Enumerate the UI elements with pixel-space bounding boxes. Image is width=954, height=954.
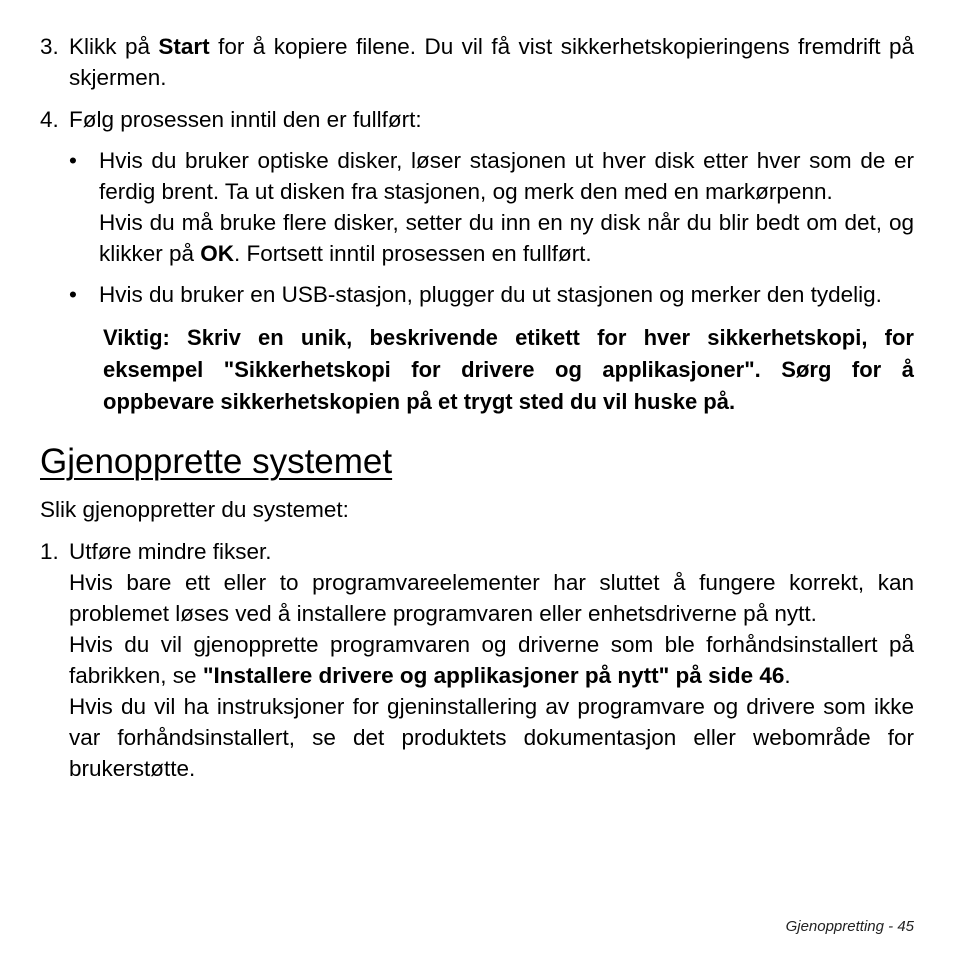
step-text: Følg prosessen inntil den er fullført: bbox=[69, 107, 422, 132]
bullet-icon: • bbox=[69, 282, 77, 307]
intro-text: Slik gjenoppretter du systemet: bbox=[40, 497, 349, 522]
step-text-pre: Klikk på bbox=[69, 34, 159, 59]
cross-reference-link[interactable]: "Installere drivere og applikasjoner på nytt" på side 46 bbox=[202, 663, 785, 688]
step-title: Utføre mindre fikser. bbox=[69, 539, 272, 564]
start-label: Start bbox=[158, 34, 210, 59]
section-heading: Gjenopprette systemet bbox=[40, 442, 393, 481]
bullet-paragraph: Hvis du bruker en USB-stasjon, plugger du ut stasjonen og merker den tydelig. bbox=[99, 282, 882, 307]
step-text-pre: Hvis du vil gjenopprette programvaren og driverne som ble forhåndsinstallert på fabrikken, se bbox=[69, 632, 914, 688]
footer-page-number: 45 bbox=[897, 918, 914, 935]
bullet-text-post: . Fortsett inntil prosessen en fullført. bbox=[234, 241, 592, 266]
step-number: 4. bbox=[40, 107, 59, 132]
bullet-paragraph: Hvis du bruker optiske disker, løser stasjonen ut hver disk etter hver som de er ferdig brent. Ta ut disken fra stasjonen, og merk den med en markørpenn. bbox=[99, 148, 914, 204]
page-footer bbox=[786, 917, 914, 937]
bullet-usb-drive bbox=[40, 279, 914, 310]
ok-label: OK bbox=[200, 241, 235, 266]
bullet-paragraph bbox=[99, 207, 914, 269]
step-text-post: . bbox=[784, 663, 791, 688]
step-number: 1. bbox=[40, 539, 59, 564]
important-note: Viktig: Skriv en unik, beskrivende etikett for hver sikkerhetskopi, for eksempel "Sikkerhetskopi for drivere og applikasjoner". Sørg for å oppbevare sikkerhetskopien på et trygt sted du vil huske på. bbox=[103, 325, 914, 414]
step-1 bbox=[40, 536, 914, 784]
footer-section: Gjenoppretting - bbox=[785, 918, 894, 935]
step-number: 3. bbox=[40, 34, 59, 59]
bullet-optical-disks bbox=[40, 145, 914, 269]
step-paragraph: Hvis bare ett eller to programvareelementer har sluttet å fungere korrekt, kan problemet løses ved å installere programvaren eller enhetsdriverne på nytt. bbox=[69, 570, 914, 626]
bullet-icon: • bbox=[69, 148, 77, 173]
step-4 bbox=[40, 104, 914, 135]
step-text-post: for å kopiere filene. Du vil få vist sikkerhetskopieringens fremdrift på skjermen. bbox=[69, 34, 914, 90]
bullet-text-pre: Hvis du må bruke flere disker, setter du inn en ny disk når du blir bedt om det, og klikker på bbox=[99, 210, 914, 266]
step-3 bbox=[40, 31, 914, 93]
step-paragraph bbox=[69, 629, 914, 691]
step-text bbox=[69, 34, 914, 90]
document-page bbox=[40, 31, 914, 784]
step-paragraph: Hvis du vil ha instruksjoner for gjeninstallering av programvare og drivere som ikke var forhåndsinstallert, se det produktets dokumentasjon eller webområde for brukerstøtte. bbox=[69, 694, 914, 781]
